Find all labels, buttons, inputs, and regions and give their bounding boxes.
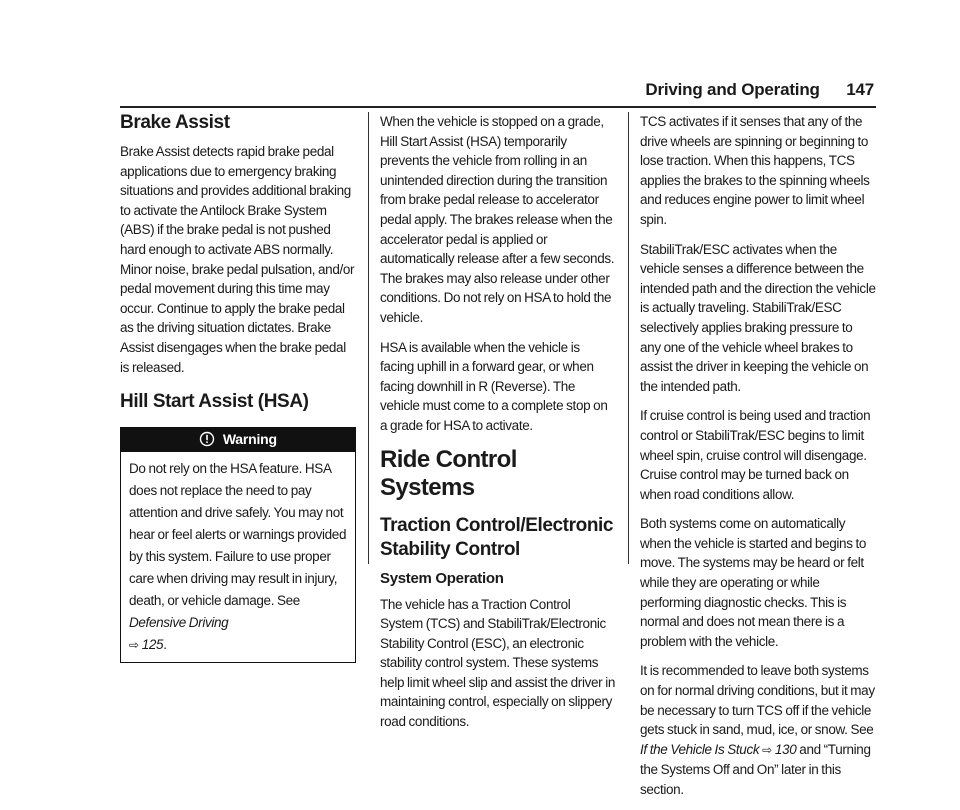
warning-label: Warning xyxy=(222,431,277,448)
ride-control-paragraph-3: StabiliTrak/ESC activates when the vehicle senses a difference between the intended path and the direction the vehicle is actually traveling. StabiliTrak/ESC selectively applies braking pressure to any one of the vehicle wheel brakes to assist the driver in keeping the vehicle on the intended path. xyxy=(640,241,876,394)
ride-control-paragraph-6: It is recommended to leave both systems on for normal driving conditions, but it may be necessary to turn TCS off if the vehicle gets stuck in sand, mud, ice, or snow. See If the Vehicle Is Stuck ⇨ 130 and “Turning the Systems Off and On” later in this section. xyxy=(640,663,875,797)
ride-control-paragraph-4: If cruise control is being used and traction control or StabiliTrak/ESC begins to limit wheel spin, cruise control will disengage. Cruise control may be turned back on when road conditions allow. xyxy=(640,408,871,502)
column-1 xyxy=(120,112,356,677)
page-ref-icon: ⇨ xyxy=(762,742,772,757)
column-divider xyxy=(368,112,369,564)
link-vehicle-stuck[interactable]: If the Vehicle Is Stuck xyxy=(640,741,760,757)
warning-header xyxy=(121,428,355,452)
ride-control-paragraph-5: Both systems come on automatically when the vehicle is started and begins to move. The systems may be heard or felt while they are operating or while performing diagnostic checks. This is normal and does not mean there is a problem with the vehicle. xyxy=(640,516,867,649)
warning-icon xyxy=(199,431,215,447)
warning-link-defensive-driving[interactable]: Defensive Driving xyxy=(129,615,229,631)
column-divider xyxy=(628,112,629,564)
vehicle-stuck-ref-page[interactable]: 130 xyxy=(774,741,797,757)
warning-ref-page[interactable]: 125 xyxy=(141,637,164,653)
hsa-heading: Hill Start Assist (HSA) xyxy=(120,391,309,413)
traction-control-heading: Traction Control/Electronic Stability Control xyxy=(380,514,614,560)
header-divider xyxy=(120,106,876,108)
ride-control-heading: Ride Control Systems xyxy=(380,445,517,501)
column-2 xyxy=(380,112,616,742)
ride-control-paragraph-1: The vehicle has a Traction Control System (TCS) and StabiliTrak/Electronic Stability Control (ESC), an electronic stability control system. These systems help limit wheel slip and assist the driver in maintaining control, especially on slippery road conditions. xyxy=(380,596,616,730)
header-section-title: Driving and Operating xyxy=(645,80,820,99)
page-ref-icon: ⇨ xyxy=(129,638,139,653)
page-number: 147 xyxy=(846,80,874,99)
brake-assist-heading: Brake Assist xyxy=(120,112,230,133)
warning-text: Do not rely on the HSA feature. HSA does not replace the need to pay attention and drive safely. You may not hear or feel alerts or warnings provided by this system. Failure to use proper care when driving may result in injury, death, or vehicle damage. See Defensive Driving ⇨ 125. xyxy=(129,461,347,653)
warning-box xyxy=(120,427,356,663)
hsa-paragraph-1-continued: When the vehicle is stopped on a grade, Hill Start Assist (HSA) temporarily prevents the vehicle from rolling in an unintended direction during the transition from brake pedal release to accelerator pedal apply. The brakes release when the accelerator pedal is applied or automatically release after a few seconds. The brakes may also release under other conditions. Do not rely on HSA to hold the vehicle. xyxy=(380,114,615,325)
brake-assist-paragraph: Brake Assist detects rapid brake pedal applications due to emergency braking situations and provides additional braking to activate the Antilock Brake System (ABS) if the brake pedal is not pushed hard enough to activate ABS normally. Minor noise, brake pedal pulsation, and/or pedal movement during this time may occur. Continue to apply the brake pedal as the driving situation dictates. Brake Assist disengages when the brake pedal is released. xyxy=(120,144,355,375)
hsa-paragraph-2: HSA is available when the vehicle is facing uphill in a forward gear, or when facing downhill in R (Reverse). The vehicle must come to a complete stop on a grade for HSA to activate. xyxy=(380,339,608,433)
system-operation-heading: System Operation xyxy=(380,569,504,587)
column-3 xyxy=(640,112,876,810)
page-header xyxy=(645,80,874,100)
ride-control-paragraph-2-continued: TCS activates if it senses that any of the drive wheels are spinning or beginning to lose traction. When this happens, TCS applies the brakes to the spinning wheels and reduces engine power to limit wheel spin. xyxy=(640,114,870,227)
